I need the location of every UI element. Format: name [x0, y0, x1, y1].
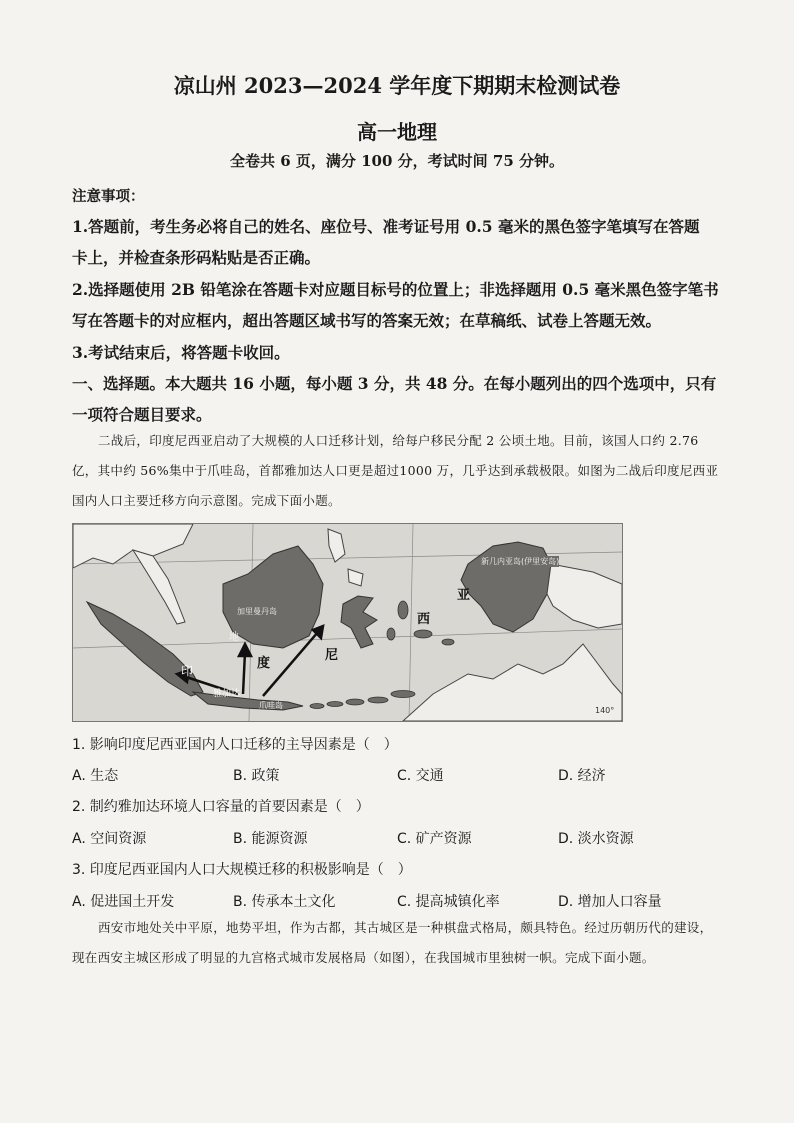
q2-option-b[interactable]: B. 能源资源 [233, 831, 308, 847]
q1-option-b[interactable]: B. 政策 [233, 768, 280, 784]
q3-option-b[interactable]: B. 传承本土文化 [233, 894, 336, 910]
q1-option-a[interactable]: A. 生态 [72, 768, 119, 784]
exam-title: 凉山州 2023—2024 学年度下期期末检测试卷 [173, 73, 621, 98]
exam-subject: 高一地理 [357, 120, 437, 144]
question-1-stem: 1. 影响印度尼西亚国内人口迁移的主导因素是（ ） [72, 737, 398, 753]
q2-option-c[interactable]: C. 矿产资源 [397, 831, 472, 847]
map-label-yin: 印 [181, 664, 194, 678]
passage-xian: 西安市地处关中平原，地势平坦，作为古都，其古城区是一种棋盘式格局，颇具特色。经过历朝历代的建设，现在西安主城区形成了明显的九宫格式城市发展格局（如图），在我国城市里独树一帜。完成下面小题。 [72, 920, 713, 965]
notes-heading: 注意事项： [72, 188, 145, 205]
section-heading-cont: 一项符合题目要求。 [72, 405, 212, 424]
exam-info: 全卷共 6 页，满分 100 分，考试时间 75 分钟。 [230, 152, 564, 170]
map-label-java: 爪哇岛 [259, 701, 283, 710]
map-label-ni: 尼 [325, 648, 339, 663]
q1-option-d[interactable]: D. 经济 [558, 768, 606, 784]
map-label-papua: 新几内亚岛(伊里安岛) [481, 557, 560, 566]
notes-line-3: 2.选择题使用 2B 铅笔涂在答题卡对应题目标号的位置上；非选择题用 0.5 毫米黑色签字笔书 [72, 280, 719, 299]
question-3-stem: 3. 印度尼西亚国内人口大规模迁移的积极影响是（ ） [72, 862, 412, 878]
question-2-stem: 2. 制约雅加达环境人口容量的首要因素是（ ） [72, 799, 370, 815]
notes-line-2: 卡上，并检查条形码粘贴是否正确。 [72, 248, 321, 267]
notes-line-4: 写在答题卡的对应框内，超出答题区域书写的答案无效；在草稿纸、试卷上答题无效。 [72, 311, 662, 330]
map-label-xi: 西 [417, 612, 431, 627]
q1-option-c[interactable]: C. 交通 [397, 768, 444, 784]
map-label-di: 地 [229, 632, 239, 643]
q3-option-d[interactable]: D. 增加人口容量 [558, 894, 662, 910]
q2-option-a[interactable]: A. 空间资源 [72, 831, 147, 847]
q3-option-c[interactable]: C. 提高城镇化率 [397, 894, 500, 910]
indonesia-migration-map [72, 523, 623, 722]
map-label-kalimantan: 加里曼丹岛 [237, 607, 277, 616]
map-label-du: 度 [257, 656, 271, 671]
map-label-jakarta: 雅加达 [213, 689, 241, 699]
map-label-ya: 亚 [457, 588, 471, 603]
section-heading: 一、选择题。本大题共 16 小题，每小题 3 分，共 48 分。在每小题列出的四个选项中，只有 [72, 374, 717, 393]
notes-line-1: 1.答题前，考生务必将自己的姓名、座位号、准考证号用 0.5 毫米的黑色签字笔填写在答题 [72, 217, 700, 236]
map-label-longitude: 140° [595, 706, 615, 715]
notes-line-5: 3.考试结束后，将答题卡收回。 [72, 343, 290, 362]
q3-option-a[interactable]: A. 促进国土开发 [72, 894, 175, 910]
passage-indonesia: 二战后，印度尼西亚启动了大规模的人口迁移计划，给每户移民分配 2 公顷土地。目前，该国人口约 2.76亿，其中约 56%集中于爪哇岛，首都雅加达人口更是超过1000 万，几乎达到承载极限。如图为二战后印度尼西亚国内人口主要迁移方向示意图。完成下面小题。 [72, 433, 719, 508]
q2-option-d[interactable]: D. 淡水资源 [558, 831, 634, 847]
